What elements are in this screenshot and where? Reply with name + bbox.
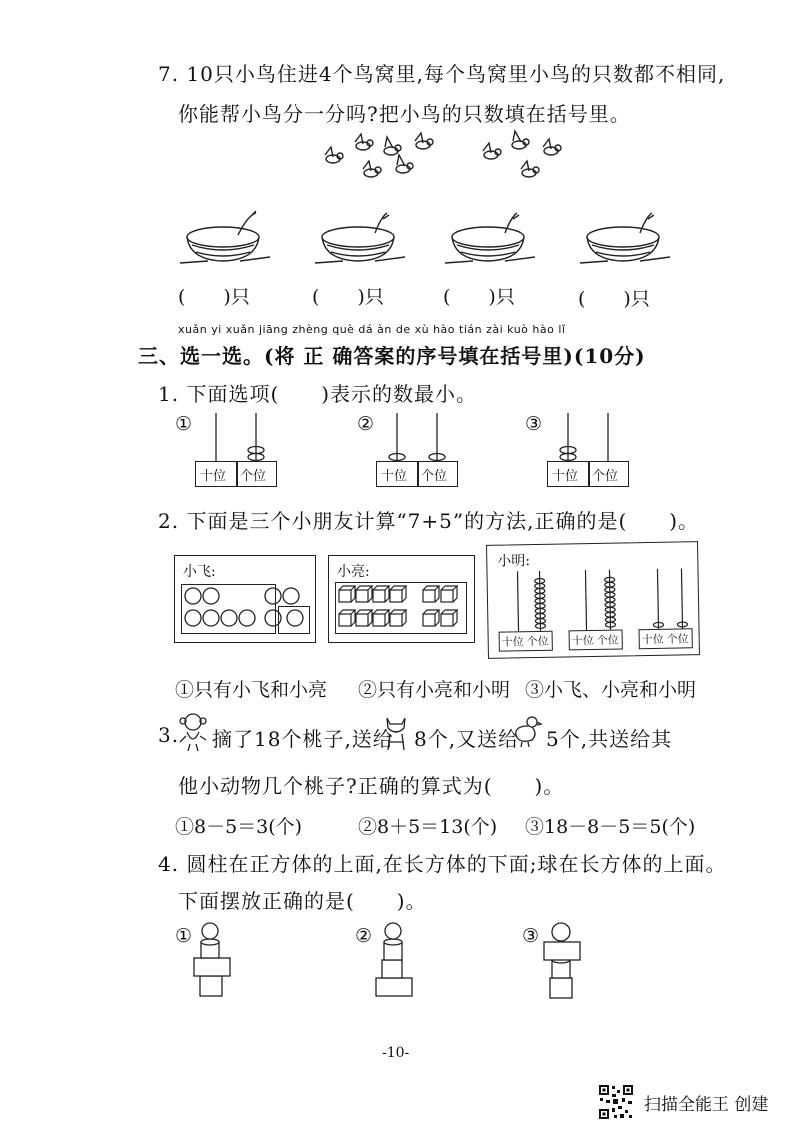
- xiaoliang-label: 小亮:: [337, 564, 370, 580]
- q3-answer-1[interactable]: ①8－5＝3(个): [175, 816, 303, 838]
- abacus-steps-illustration: [497, 568, 688, 631]
- tens-label: 十位: [381, 469, 408, 484]
- nest-4-blank[interactable]: ( )只: [578, 288, 650, 310]
- q3-answer-2[interactable]: ②8＋5＝13(个): [358, 816, 498, 838]
- q1-text: 1. 下面选项( )表示的数最小。: [158, 382, 478, 406]
- tens-label: 十位: [501, 635, 524, 649]
- q4-stack-2: [372, 920, 422, 1000]
- q1-abacus-3-base: [547, 461, 629, 487]
- xiaoming-label: 小明:: [497, 553, 531, 570]
- birds-illustration: [315, 135, 575, 195]
- xiaoliang-panel: [328, 555, 475, 643]
- q2-answer-3[interactable]: ③小飞、小亮和小明: [525, 679, 697, 701]
- q3-number: 3.: [158, 723, 180, 747]
- nest-2: [313, 205, 408, 275]
- divider: [417, 462, 419, 486]
- nest-3: [443, 205, 538, 275]
- ones-label: 个位: [666, 632, 689, 646]
- ones-label: 个位: [592, 469, 619, 484]
- xiaoming-base-2: [569, 629, 623, 650]
- chicken-icon: [512, 714, 542, 748]
- xiaoming-base-1: [499, 631, 553, 652]
- q1-abacus-3: [548, 413, 628, 461]
- section3-pinyin: xuǎn yi xuǎn jiāng zhèng què dá àn de xù hào tián zài kuò hào lǐ: [178, 323, 566, 336]
- q4-line1: 4. 圆柱在正方体的上面,在长方体的下面;球在长方体的上面。: [158, 852, 727, 876]
- q2-answer-2[interactable]: ②只有小亮和小明: [358, 679, 511, 701]
- q2-answer-1[interactable]: ①只有小飞和小亮: [175, 679, 328, 701]
- q3-line2: 他小动物几个桃子?正确的算式为( )。: [178, 774, 565, 798]
- nest-1: [178, 205, 273, 275]
- q3-part1: 摘了18个桃子,送给: [212, 727, 394, 751]
- circles-icon: [183, 586, 313, 632]
- q2-text: 2. 下面是三个小朋友计算“7+5”的方法,正确的是( )。: [158, 509, 700, 533]
- tens-label: 十位: [552, 469, 579, 484]
- q1-abacus-2: [377, 413, 457, 461]
- tens-label: 十位: [200, 469, 227, 484]
- q4-line2: 下面摆放正确的是( )。: [178, 889, 427, 913]
- divider: [236, 462, 238, 486]
- ones-label: 个位: [421, 469, 448, 484]
- q3-part2: 8个,又送给: [414, 727, 520, 751]
- footer-brand: 扫描全能王 创建: [644, 1095, 769, 1115]
- divider: [588, 462, 590, 486]
- xiaoming-panel: [486, 541, 700, 659]
- q3-part3: 5个,共送给其: [546, 727, 673, 751]
- q7-line1: 7. 10只小鸟住进4个鸟窝里,每个鸟窝里小鸟的只数都不相同,: [158, 62, 726, 86]
- q1-option-1-label[interactable]: ①: [175, 413, 193, 435]
- q7-line2: 你能帮小鸟分一分吗?把小鸟的只数填在括号里。: [178, 102, 631, 126]
- q1-abacus-2-base: [376, 461, 458, 487]
- nest-4: [578, 205, 673, 275]
- ones-label: 个位: [596, 633, 619, 647]
- nest-3-blank[interactable]: ( )只: [443, 286, 515, 308]
- monkey-icon: [178, 712, 208, 752]
- cubes-icon: [339, 586, 465, 630]
- q4-stack-3: [542, 920, 592, 1004]
- xiaofei-panel: [174, 555, 316, 643]
- q1-abacus-1: [196, 413, 276, 461]
- ones-label: 个位: [526, 634, 549, 649]
- cat-icon: [382, 714, 410, 752]
- q4-option-3-label[interactable]: ③: [522, 925, 540, 947]
- qr-code-icon: [598, 1084, 634, 1120]
- ones-label: 个位: [240, 469, 267, 484]
- q1-abacus-1-base: [195, 461, 277, 487]
- xiaoming-base-3: [639, 628, 693, 649]
- section3-title: 三、选一选。(将 正 确答案的序号填在括号里)(10分): [138, 344, 646, 368]
- page-number: -10-: [382, 1045, 410, 1061]
- xiaofei-label: 小飞:: [183, 564, 216, 580]
- tens-label: 十位: [641, 632, 664, 647]
- q1-option-2-label[interactable]: ②: [357, 413, 375, 435]
- nest-1-blank[interactable]: ( )只: [178, 286, 250, 308]
- tens-label: 十位: [571, 633, 594, 648]
- q4-option-1-label[interactable]: ①: [175, 925, 193, 947]
- nest-2-blank[interactable]: ( )只: [312, 286, 384, 308]
- q4-stack-1: [192, 920, 242, 1000]
- q1-option-3-label[interactable]: ③: [525, 413, 543, 435]
- q4-option-2-label[interactable]: ②: [355, 925, 373, 947]
- q3-answer-3[interactable]: ③18－8－5＝5(个): [525, 816, 696, 838]
